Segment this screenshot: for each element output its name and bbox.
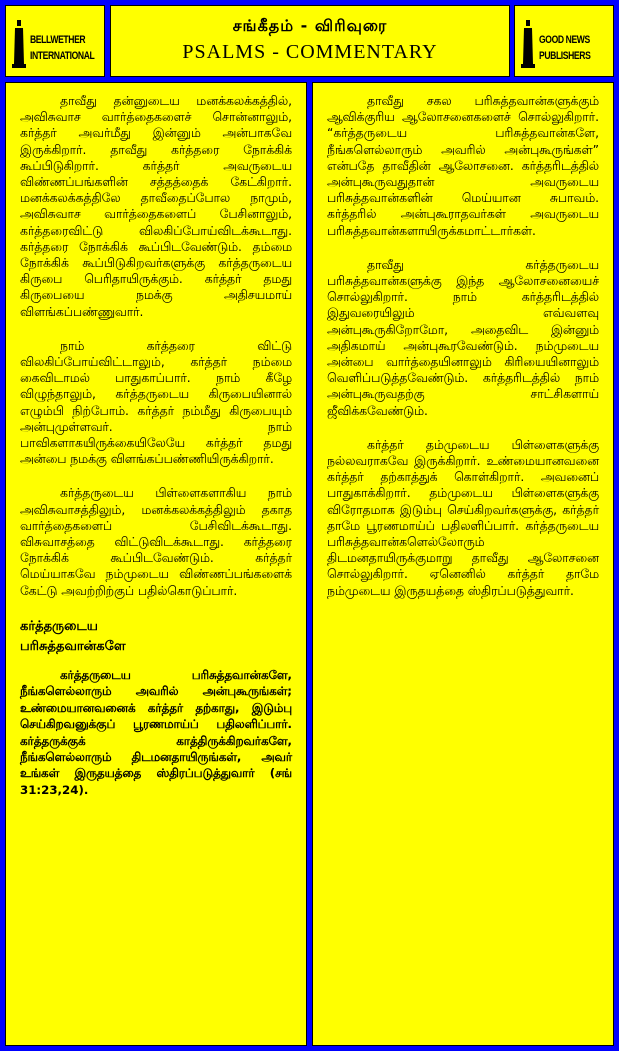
- left-paragraph-2: நாம் கர்த்தரை விட்டு விலகிப்போய்விட்டாலும், கர்த்தர் நம்மை கைவிடாமல் பாதுகாப்பார். நாம் கீழே விழுந்தாலும், கர்த்தருடைய கிருபையினால் எழும்பி நிற்போம். கர்த்தர் நம்மீது கிருபையும் அன்புமுள்ளவர். நாம் பாவிகளாகயிருக்கையிலேயே கர்த்தர் தமது அன்பை நமக்கு விளங்கப்பண்ணியிருக்கிறார்.: [20, 338, 292, 467]
- scripture-verse: கர்த்தருடைய பரிசுத்தவான்களே, நீங்களெல்லாரும் அவரில் அன்புகூருங்கள்; உண்மையானவனைக் கர்த்தர் தற்காது, இடும்பு செய்கிறவனுக்குப் பூரணமாய்ப் பதிலளிப்பார். கர்த்தருக்குக் காத்திருக்கிறவர்களே, நீங்களெல்லாரும் திடமனதாயிருங்கள், அவர் உங்கள் இருதயத்தை ஸ்திரப்படுத்துவார் (சங் 31:23,24).: [20, 667, 292, 797]
- subheading: [20, 617, 292, 657]
- right-paragraph-3: கர்த்தர் தம்முடைய பிள்ளைகளுக்கு நல்லவராகவே இருக்கிறார். உண்மையானவனை கர்த்தர் தற்காத்துக் கொள்கிறார். அவனைப் பாதுகாக்கிறார். தம்முடைய பிள்ளைகளுக்கு விரோதமாக இடும்பு செய்கிறவர்களுக்கு, கர்த்தர் தாமே பூரணமாய்ப் பதிலளிப்பார். கர்த்தருடைய பரிசுத்தவான்களெல்லோரும் திடமனதாயிருக்குமாறு தாவீது ஆலோசனை சொல்லுகிறார். ஏனெனில் கர்த்தர் தாமே நம்முடைய இருதயத்தை ஸ்திரப்படுத்துவார்.: [327, 437, 599, 598]
- logo-left-line1: BELLWETHER: [30, 34, 86, 46]
- good-news-logo: [521, 20, 611, 70]
- logo-right-line2: PUBLISHERS: [539, 50, 591, 62]
- left-paragraph-1: தாவீது தன்னுடைய மனக்கலக்கத்தில், அவிசுவாச வார்த்தைகளைச் சொன்னாலும், கர்த்தர் அவர்மீது இன்னும் அன்பாகவே இருக்கிறார். தாவீது கர்த்தரை நோக்கிக் கூப்பிடுகிறார். கர்த்தர் அவருடைய விண்ணப்பங்களின் சத்தத்தைக் கேட்கிறார். மனக்கலக்கத்திலே தாவீதைப்போல நாமும், அவிசுவாச வார்த்தைகளைப் பேசினாலும், கர்த்தரைவிட்டு விலகிப்போய்விடக்கூடாது. கர்த்தரை நோக்கிக் கூப்பிடவேண்டும். தம்மை நோக்கிக் கூப்பிடுகிறவர்களுக்கு கர்த்தருடைய கிருபை பெரிதாயிருக்கும். கர்த்தர் தமது கிருபையை நமக்கு அதிசயமாய் விளங்கப்பண்ணுவார்.: [20, 94, 292, 319]
- left-column: [5, 82, 307, 1046]
- logo-left-line2: INTERNATIONAL: [30, 50, 95, 62]
- title-tamil: சங்கீதம் - விரிவுரை: [232, 16, 388, 35]
- title-box: [110, 5, 510, 77]
- good-news-logo-box: [514, 5, 614, 77]
- bellwether-logo-box: [5, 5, 105, 77]
- right-paragraph-2: தாவீது கர்த்தருடைய பரிசுத்தவான்களுக்கு இந்த ஆலோசனையைச் சொல்லுகிறார். நாம் கர்த்தரிடத்தில் இதுவரையிலும் எவ்வளவு அன்புகூருகிறோமோ, அதைவிட இன்னும் அதிகமாய் அன்புகூரவேண்டும். நம்முடைய அன்பை வார்த்தையினாலும் கிரியையினாலும் வெளிப்படுத்தவேண்டும். கர்த்தரிடத்தில் நாம் அன்புகூருவதற்கு சாட்சிகளாய் ஜீவிக்கவேண்டும்.: [327, 257, 599, 418]
- bellwether-tower-icon: [12, 20, 26, 68]
- left-paragraph-3: கர்த்தருடைய பிள்ளைகளாகிய நாம் அவிசுவாசத்திலும், மனக்கலக்கத்திலும் தகாத வார்த்தைகளைப் பேசிவிடக்கூடாது. விசுவாசத்தை விட்டுவிடக்கூடாது. கர்த்தரை நோக்கிக் கூப்பிடவேண்டும். கர்த்தர் மெய்யாகவே நம்முடைய விண்ணப்பங்களைக் கேட்டு அவற்றிற்குப் பதில்கொடுப்பார்.: [20, 486, 292, 598]
- logo-right-line1: GOOD NEWS: [539, 34, 590, 46]
- right-column: [312, 82, 614, 1046]
- subheading-line1: கர்த்தருடைய: [20, 618, 98, 634]
- title-english: PSALMS - COMMENTARY: [182, 41, 438, 63]
- right-paragraph-1: தாவீது சகல பரிசுத்தவான்களுக்கும் ஆவிக்குரிய ஆலோசனைகளைச் சொல்லுகிறார். “கர்த்தருடைய பரிசுத்தவான்களே, நீங்களெல்லாரும் அவரில் அன்புகூருங்கள்” என்பதே தாவீதின் ஆலோசனை. கர்த்தரிடத்தில் அன்புகூருவதுதான் அவருடைய பரிசுத்தவான்களின் மெய்யான சுபாவம். கர்த்தரில் அன்புகூராதவர்கள் அவருடைய பரிசுத்தவான்களாயிருக்கமாட்டார்கள்.: [327, 94, 599, 238]
- good-news-tower-icon: [521, 20, 535, 68]
- bellwether-logo: [12, 20, 102, 70]
- subheading-line2: பரிசுத்தவான்களே: [20, 638, 126, 654]
